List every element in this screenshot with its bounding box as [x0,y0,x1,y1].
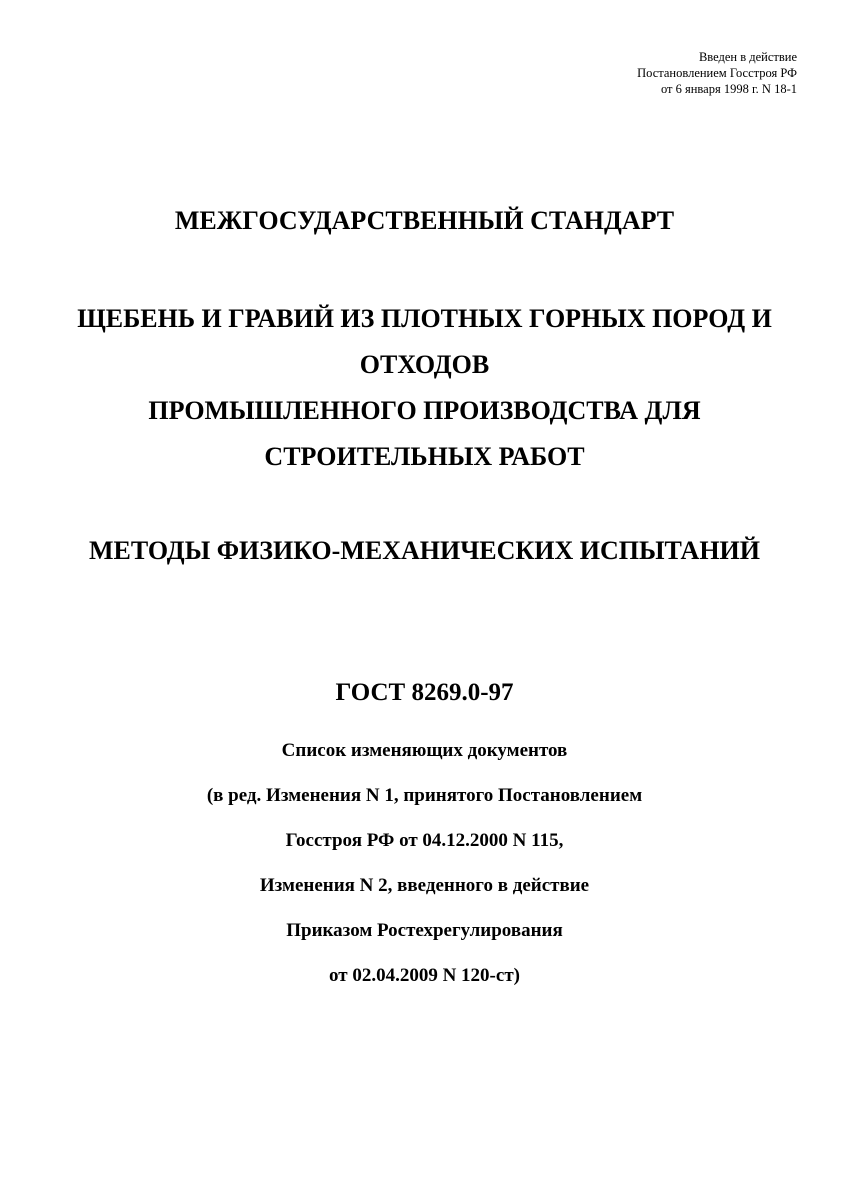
enactment-line: от 6 января 1998 г. N 18-1 [660,82,797,96]
enactment-note [637,49,797,97]
amendment-line: Приказом Ростехрегулирования [286,920,563,941]
document-subtitle: МЕТОДЫ ФИЗИКО-МЕХАНИЧЕСКИХ ИСПЫТАНИЙ [89,536,760,565]
enactment-line: Постановлением Госстроя РФ [637,66,797,80]
enactment-line: Введен в действие [698,50,797,64]
amendment-line: Госстроя РФ от 04.12.2000 N 115, [285,830,564,851]
title-line: ПРОМЫШЛЕННОГО ПРОИЗВОДСТВА ДЛЯ [148,396,701,425]
amendment-line: (в ред. Изменения N 1, принятого Постановлением [206,785,643,806]
title-line: ОТХОДОВ [359,350,490,379]
title-line: ЩЕБЕНЬ И ГРАВИЙ ИЗ ПЛОТНЫХ ГОРНЫХ ПОРОД И [77,304,772,333]
amendment-line: от 02.04.2009 N 120-ст) [329,965,520,986]
gost-number: ГОСТ 8269.0-97 [335,679,514,706]
amendments-list [0,728,849,998]
amendment-line: Изменения N 2, введенного в действие [259,875,590,896]
standard-type-heading: МЕЖГОСУДАРСТВЕННЫЙ СТАНДАРТ [174,206,675,235]
amendments-heading: Список изменяющих документов [281,740,568,761]
title-line: СТРОИТЕЛЬНЫХ РАБОТ [264,442,585,471]
document-title [0,296,849,480]
